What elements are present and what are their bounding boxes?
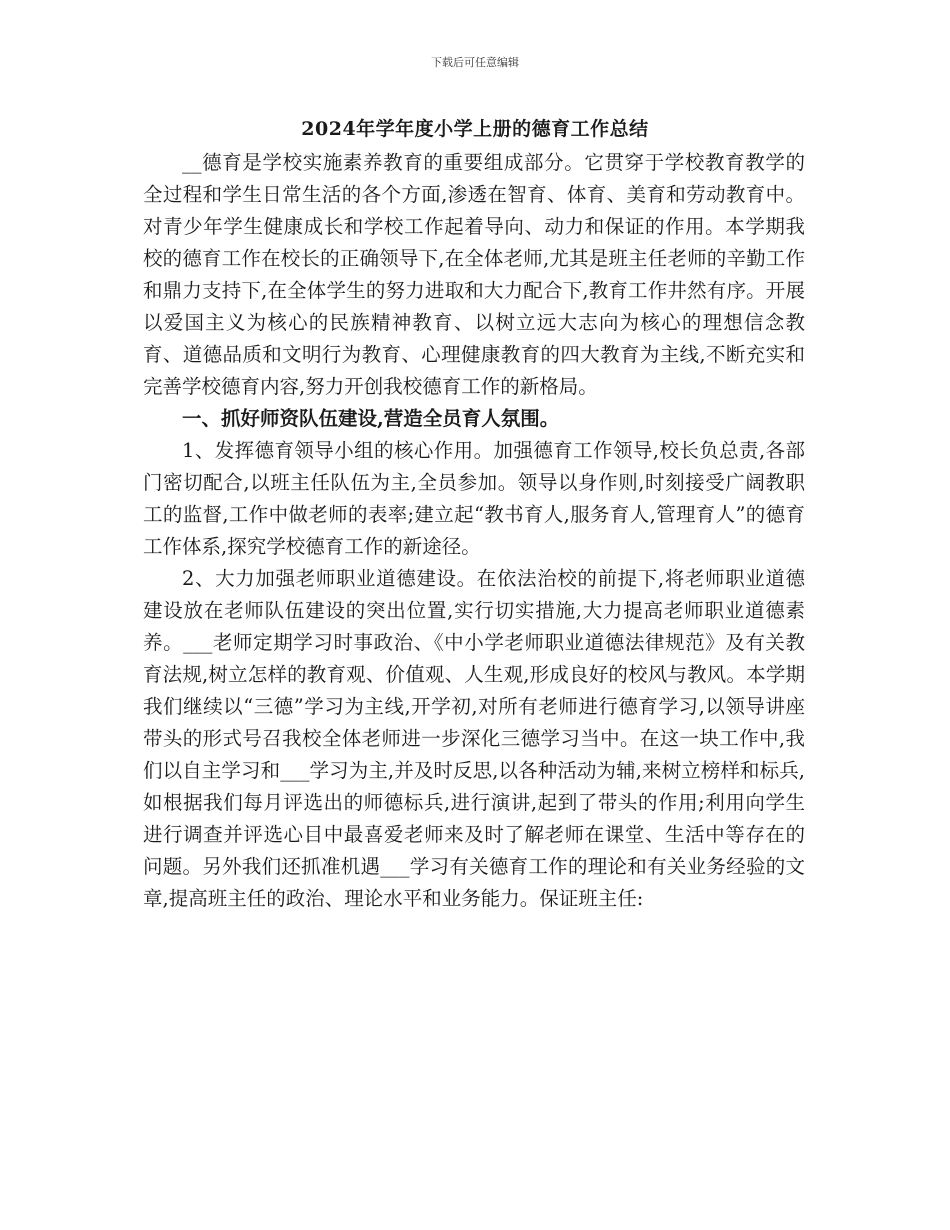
document-body — [143, 147, 805, 915]
body-paragraph-1: 1、发挥德育领导小组的核心作用。加强德育工作领导,校长负总责,各部门密切配合,以班主任队伍为主,全员参加。领导以身作则,时刻接受广阔教职工的监督,工作中做老师的表率;建立起“教书育人,服务育人,管理育人”的德育工作体系,探究学校德育工作的新途径。 — [143, 439, 805, 558]
body-paragraph-2: 2、大力加强老师职业道德建设。在依法治校的前提下,将老师职业道德建设放在老师队伍建设的突出位置,实行切实措施,大力提高老师职业道德素养。___老师定期学习时事政治、《中小学老师职业道德法律规范》及有关教育法规,树立怎样的教育观、价值观、人生观,形成良好的校风与教风。本学期我们继续以“三德”学习为主线,开学初,对所有老师进行德育学习,以领导讲座带头的形式号召我校全体老师进一步深化三德学习当中。在这一块工作中,我们以自主学习和___学习为主,并及时反思,以各种活动为辅,来树立榜样和标兵,如根据我们每月评选出的师德标兵,进行演讲,起到了带头的作用;利用向学生进行调查并评选心目中最喜爱老师来及时了解老师在课堂、生活中等存在的问题。另外我们还抓准机遇___学习有关德育工作的理论和有关业务经验的文章,提高班主任的政治、理论水平和业务能力。保证班主任: — [143, 567, 805, 910]
header-note: 下载后可任意编辑 — [431, 56, 519, 69]
intro-paragraph: __德育是学校实施素养教育的重要组成部分。它贯穿于学校教育教学的全过程和学生日常生活的各个方面,渗透在智育、体育、美育和劳动教育中。对青少年学生健康成长和学校工作起着导向、动力和保证的作用。本学期我校的德育工作在校长的正确领导下,在全体老师,尤其是班主任老师的辛勤工作和鼎力支持下,在全体学生的努力进取和大力配合下,教育工作井然有序。开展以爱国主义为核心的民族精神教育、以树立远大志向为核心的理想信念教育、道德品质和文明行为教育、心理健康教育的四大教育为主线,不断充实和完善学校德育内容,努力开创我校德育工作的新格局。 — [143, 151, 805, 398]
document-title: 2024年学年度小学上册的德育工作总结 — [301, 118, 649, 140]
section-heading: 一、抓好师资队伍建设,营造全员育人氛围。 — [182, 407, 560, 430]
